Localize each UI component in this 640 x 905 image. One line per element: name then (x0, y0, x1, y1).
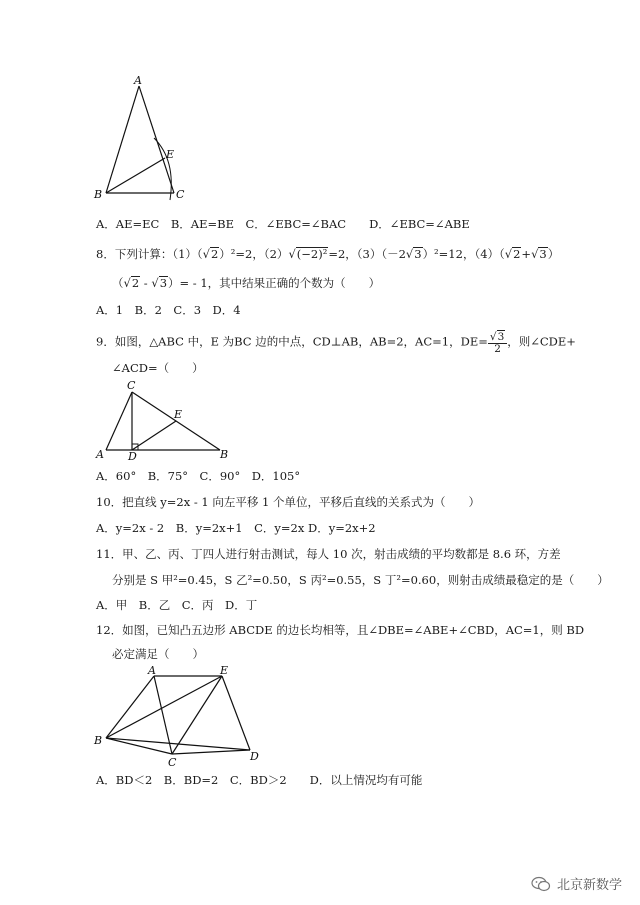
q7-options: A．AE=EC B．AE=BE C．∠EBC=∠BAC D．∠EBC=∠ABE (96, 217, 470, 231)
q8-sqrt-c: 3 (414, 247, 422, 261)
q11-line2: 分别是 S 甲²=0.45，S 乙²=0.50，S 丙²=0.55，S 丁²=0.60，则射击成绩最稳定的是（ ） (112, 573, 609, 587)
q8-line2-open: （ (112, 276, 124, 290)
watermark-text: 北京新数学 (556, 878, 622, 893)
q9-frac-num: 3 (497, 331, 505, 343)
q9-options: A．60° B．75° C．90° D．105° (96, 469, 301, 483)
q7-label-a: A (134, 74, 142, 87)
q8-sqrt-f: 2 (131, 276, 140, 290)
q10-options: A．y=2x - 2 B．y=2x+1 C．y=2x D．y=2x+2 (96, 521, 376, 535)
q8-options: A．1 B．2 C．3 D．4 (96, 303, 241, 317)
q12-pentagon-figure (92, 662, 272, 770)
q11-options: A．甲 B．乙 C．丙 D．丁 (96, 598, 258, 612)
q9-line2: ∠ACD=（ ） (112, 361, 204, 375)
q9-fraction: $\frac{√3}{2}$ (488, 330, 507, 355)
q8-part3: =2，（3）（－2 (328, 247, 406, 261)
q7-label-c: C (176, 188, 185, 201)
q9-part2: ，则∠CDE+ (507, 334, 576, 349)
q8-part2: ）²=2，（2） (219, 247, 289, 261)
q11-line1: 11．甲、乙、丙、丁四人进行射击测试，每人 10 次，射击成绩的平均数都是 8.6 环，方差 (96, 547, 561, 561)
q8-minus: - (140, 276, 152, 290)
q8-sqrt-d: 2 (513, 247, 521, 261)
q12-options: A．BD＜2 B．BD=2 C．BD＞2 D．以上情况均有可能 (96, 773, 423, 787)
q12-label-b: B (94, 734, 103, 747)
q9-label-e: E (174, 408, 183, 421)
q10-text: 10．把直线 y=2x - 1 向左平移 1 个单位，平移后直线的关系式为（ ） (96, 495, 481, 509)
q8-line1: 8．下列计算：（1）（√2）²=2，（2）√(−2)²=2，（3）（－2√3）²=12，（4）（√2+√3） (96, 247, 560, 261)
q8-line2: （√2 - √3）= - 1，其中结果正确的个数为（ ） (112, 276, 381, 290)
q12-label-d: D (250, 750, 259, 763)
q9-label-d: D (128, 450, 137, 460)
q7-triangle-figure (92, 72, 212, 208)
q9-triangle-figure (94, 378, 234, 460)
q8-sqrt-b: (−2)² (296, 247, 328, 261)
q12-label-e: E (220, 664, 229, 677)
q12-label-c: C (168, 756, 177, 769)
q9-part1: 9．如图，△ABC 中，E 为BC 边的中点，CD⊥AB，AB=2，AC=1，DE= (96, 334, 488, 349)
q8-part4: ）²=12，（4）（ (422, 247, 505, 261)
q7-label-b: B (94, 188, 103, 201)
q8-line2-rest: ）= - 1，其中结果正确的个数为（ ） (168, 276, 381, 290)
q8-sqrt-g: 3 (159, 276, 168, 290)
q12-line2: 必定满足（ ） (112, 647, 204, 661)
q9-label-c: C (127, 379, 136, 392)
q8-plus: + (521, 247, 532, 261)
wechat-icon (531, 876, 551, 892)
q7-label-e: E (166, 148, 175, 161)
q8-sqrt-a: 2 (210, 247, 219, 261)
q8-part5: ） (547, 247, 560, 261)
q9-label-b: B (220, 448, 229, 460)
watermark (531, 874, 622, 893)
q12-line1: 12．如图，已知凸五边形 ABCDE 的边长均相等，且∠DBE=∠ABE+∠CBD，AC=1，则 BD (96, 623, 585, 637)
q9-label-a: A (96, 448, 104, 460)
q8-part1: 8．下列计算：（1）（ (96, 247, 203, 261)
q9-frac-den: 2 (494, 343, 501, 355)
q8-sqrt-e: 3 (539, 247, 547, 261)
q12-label-a: A (148, 664, 156, 677)
q9-line1 (96, 330, 576, 355)
